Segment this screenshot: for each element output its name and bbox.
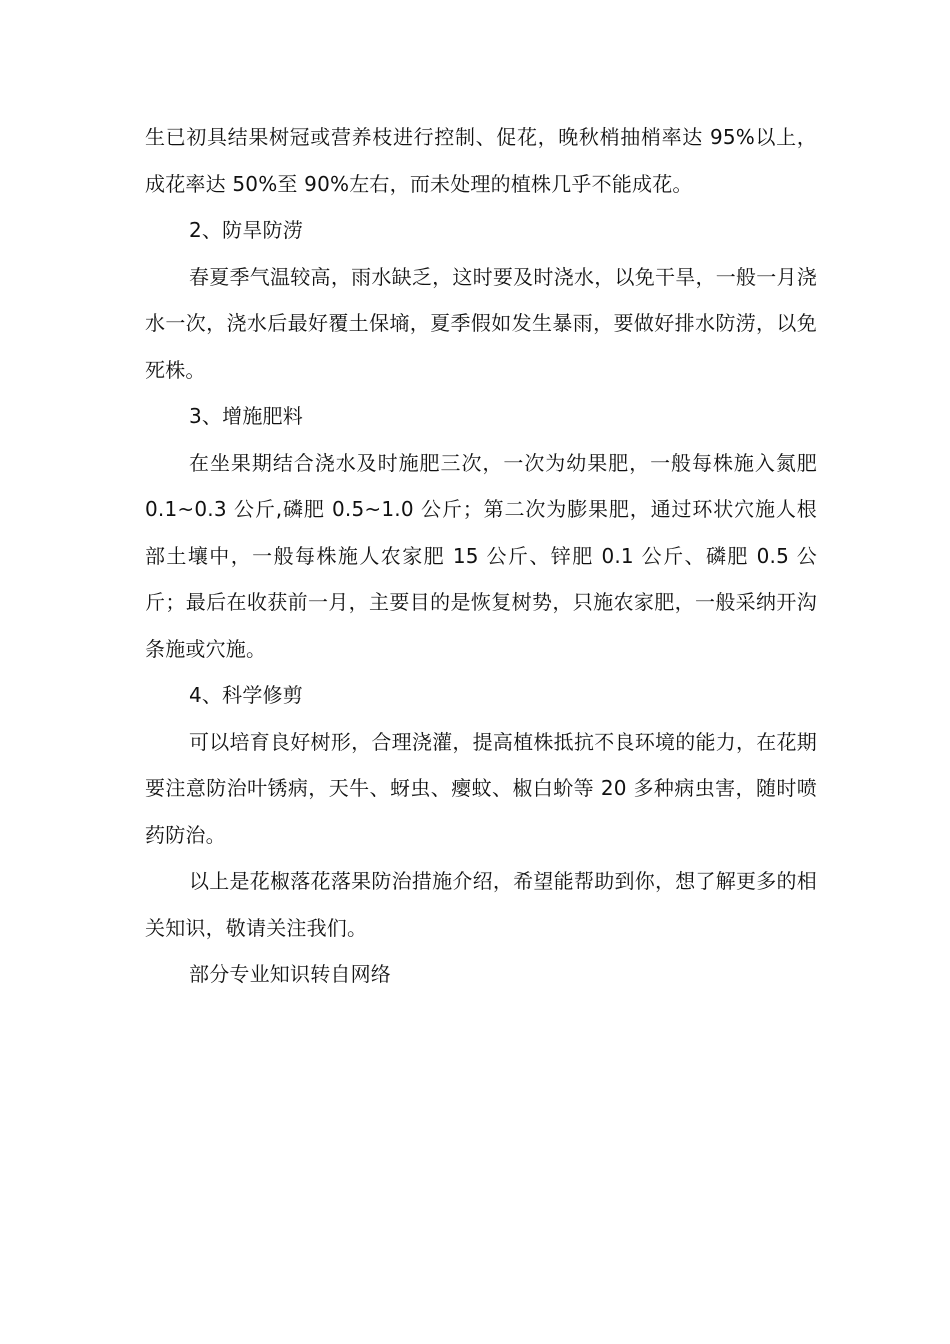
- paragraph-watering: 春夏季气温较高，雨水缺乏，这时要及时浇水，以免干旱，一般一月浇水一次，浇水后最好覆土保墒，夏季假如发生暴雨，要做好排水防涝，以免死株。: [145, 264, 817, 382]
- paragraph-source-note: 部分专业知识转自网络: [189, 962, 391, 986]
- paragraph-pruning: 可以培育良好树形，合理浇灌，提高植株抵抗不良环境的能力，在花期要注意防治叶锈病，天牛、蚜虫、瘿蚊、椒白蚧等 20 多种病虫害，随时喷药防治。: [145, 729, 817, 847]
- heading-pruning: 4、科学修剪: [189, 683, 303, 707]
- paragraph-fertilizing: 在坐果期结合浇水及时施肥三次，一次为幼果肥，一般每株施入氮肥 0.1~0.3 公斤,磷肥 0.5~1.0 公斤；第二次为膨果肥，通过环状穴施人根部土壤中，一般每株施人农家肥 15 公斤、锌肥 0.1 公斤、磷肥 0.5 公斤；最后在收获前一月，主要目的是恢复树势，只施农家肥，一般采纳开沟条施或穴施。: [145, 450, 817, 661]
- paragraph-continuation: 生已初具结果树冠或营养枝进行控制、促花，晚秋梢抽梢率达 95%以上，成花率达 50%至 90%左右，而未处理的植株几乎不能成花。: [145, 125, 817, 196]
- heading-fertilizing: 3、增施肥料: [189, 404, 303, 428]
- paragraph-conclusion: 以上是花椒落花落果防治措施介绍，希望能帮助到你，想了解更多的相关知识，敬请关注我们。: [145, 869, 817, 940]
- document-body: [145, 114, 817, 998]
- heading-drought-flood-prevention: 2、防旱防涝: [189, 218, 303, 242]
